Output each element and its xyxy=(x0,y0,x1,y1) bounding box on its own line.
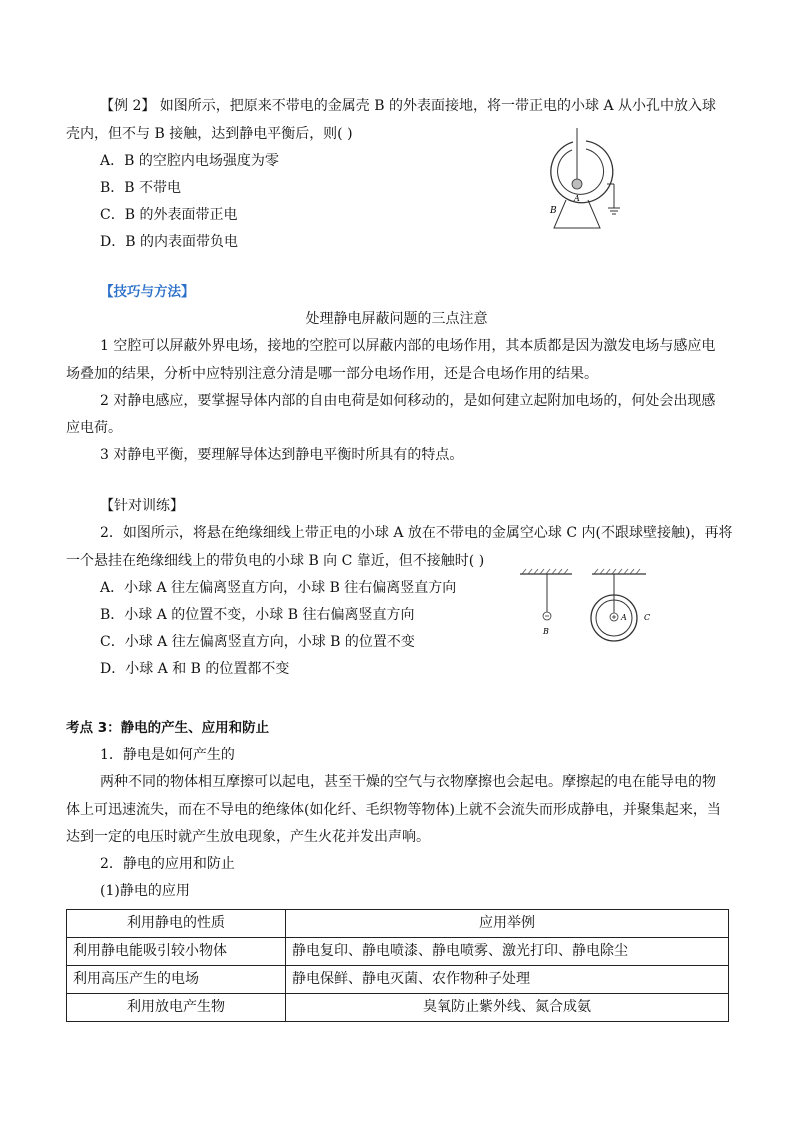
section3-sub2-1: (1)静电的应用 xyxy=(100,883,190,899)
hollow-sphere-figure xyxy=(518,568,664,658)
table-header-cell: 应用举例 xyxy=(286,910,729,938)
training-heading: 【针对训练】 xyxy=(100,498,184,514)
table-cell: 利用静电能吸引较小物体 xyxy=(67,938,286,966)
static-application-table xyxy=(66,909,729,1022)
example2-question-line1: 【例 2】 如图所示，把原来不带电的金属壳 B 的外表面接地，将一带正电的小球 A 从小孔中放入球 xyxy=(100,98,717,114)
tips-p1-line1: 1 空腔可以屏蔽外界电场，接地的空腔可以屏蔽内部的电场作用，其本质都是因为激发电场与感应电 xyxy=(100,338,716,354)
metal-shell-figure xyxy=(540,128,630,230)
tips-title: 处理静电屏蔽问题的三点注意 xyxy=(305,311,488,327)
table-header-row xyxy=(67,910,729,938)
label-b: B xyxy=(550,206,557,216)
table-cell: 静电保鲜、静电灭菌、农作物种子处理 xyxy=(286,966,729,994)
training-option-a: A．小球 A 往左偏离竖直方向，小球 B 往右偏离竖直方向 xyxy=(100,580,457,596)
example2-option-d: D．B 的内表面带负电 xyxy=(100,234,238,250)
section3-sub2: 2．静电的应用和防止 xyxy=(100,856,235,872)
example2-question-line2: 壳内，但不与 B 接触，达到静电平衡后，则( ) xyxy=(66,126,353,142)
tips-p3: 3 对静电平衡，要理解导体达到静电平衡时所具有的特点。 xyxy=(100,447,464,463)
section3-heading: 考点 3：静电的产生、应用和防止 xyxy=(66,720,270,736)
training-option-b: B．小球 A 的位置不变，小球 B 往右偏离竖直方向 xyxy=(100,607,415,623)
tips-heading: 【技巧与方法】 xyxy=(100,284,195,300)
section3-para-line1: 两种不同的物体相互摩擦可以起电，甚至干燥的空气与衣物摩擦也会起电。摩擦起的电在能导电的物 xyxy=(100,774,716,790)
table-cell: 静电复印、静电喷漆、静电喷雾、激光打印、静电除尘 xyxy=(286,938,729,966)
training-question-line1: 2．如图所示，将悬在绝缘细线上带正电的小球 A 放在不带电的金属空心球 C 内(不跟球壁接触)，再将 xyxy=(100,525,733,541)
label-a: A xyxy=(621,613,627,622)
table-row xyxy=(67,994,729,1022)
section3-sub1: 1．静电是如何产生的 xyxy=(100,747,235,763)
label-b: B xyxy=(543,627,549,636)
section3-para-line2: 体上可迅速流失，而在不导电的绝缘体(如化纤、毛织物等物体)上就不会流失而形成静电，并聚集起来，当 xyxy=(66,802,721,818)
table-header-cell: 利用静电的性质 xyxy=(67,910,286,938)
table-cell: 利用高压产生的电场 xyxy=(67,966,286,994)
label-a: A xyxy=(574,194,580,203)
training-question-line2: 一个悬挂在绝缘细线上的带负电的小球 B 向 C 靠近，但不接触时( ) xyxy=(66,553,485,569)
table-cell: 臭氧防止紫外线、氮合成氨 xyxy=(286,994,729,1022)
table-row xyxy=(67,938,729,966)
training-option-c: C．小球 A 往左偏离竖直方向，小球 B 的位置不变 xyxy=(100,634,415,650)
table-row xyxy=(67,966,729,994)
example2-option-c: C．B 的外表面带正电 xyxy=(100,207,238,223)
training-option-d: D．小球 A 和 B 的位置都不变 xyxy=(100,661,290,677)
tips-p2-line1: 2 对静电感应，要掌握导体内部的自由电荷是如何移动的，是如何建立起附加电场的，何处会出现感 xyxy=(100,393,716,409)
example2-option-b: B．B 不带电 xyxy=(100,180,182,196)
example2-option-a: A．B 的空腔内电场强度为零 xyxy=(100,153,279,169)
tips-p2-line2: 应电荷。 xyxy=(66,420,122,436)
table-cell: 利用放电产生物 xyxy=(67,994,286,1022)
label-c: C xyxy=(644,613,651,622)
tips-p1-line2: 场叠加的结果，分析中应特别注意分清是哪一部分电场作用，还是合电场作用的结果。 xyxy=(66,366,598,382)
section3-para-line3: 达到一定的电压时就产生放电现象，产生火花并发出声响。 xyxy=(66,829,430,845)
